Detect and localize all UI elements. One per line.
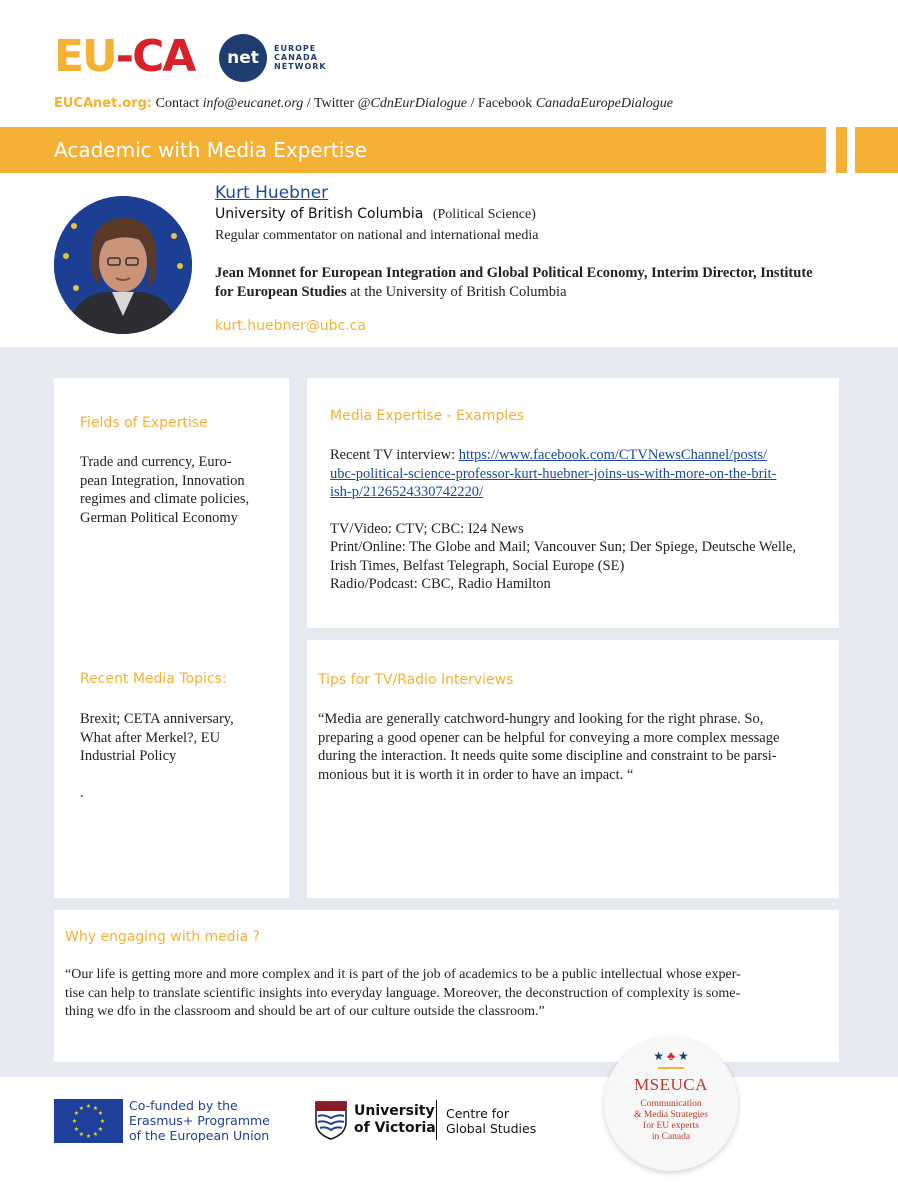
interview-line [330,446,835,465]
twitter-handle[interactable]: @CdnEurDialogue [357,96,467,111]
eu-line: of the European Union [129,1128,270,1143]
logo-word-canada: CANADA [274,53,318,62]
eu-line: Co-funded by the [129,1098,238,1113]
topic-line: Industrial Policy [80,748,177,764]
logo-words [274,44,327,71]
seal-subtitle [604,1099,738,1143]
svg-text:★: ★ [92,1105,99,1112]
facebook-handle[interactable]: CanadaEuropeDialogue [535,96,673,111]
position-bold: Jean Monnet for European Integration and Global Political Economy, Interim Director, Institute for European Studies [215,265,813,300]
eu-stars-icon [54,1099,123,1143]
logo-ca: CA [132,31,195,82]
centre-line: Global Studies [446,1121,537,1136]
why-line: tise can help to translate scientific insights into everyday language. Moreover, the deconstruction of complexity is some- [65,985,741,1001]
media-examples-text [330,446,835,594]
university-line [215,206,536,223]
centre-line: Centre for [446,1106,509,1121]
department: (Political Science) [432,207,536,222]
logo-net-badge: net [219,34,267,82]
fields-line: regimes and climate policies, [80,491,250,507]
svg-text:★: ★ [78,1105,85,1112]
seal-sub-line: & Media Strategies [634,1110,708,1120]
tips-heading: Tips for TV/Radio Interviews [318,672,514,688]
seal-divider [658,1067,684,1069]
crest-shield-icon [314,1100,348,1140]
contact-email[interactable]: info@eucanet.org [202,96,304,111]
logo-dash: - [115,31,133,82]
why-line: thing we dfo in the classroom and should be art of our culture outside the classroom.” [65,1004,545,1019]
tips-line: monious but it is worth it in order to have an impact. “ [318,766,634,783]
eu-flag-icon [54,1099,123,1143]
seal-stars-icon: ★ ♣ ★ [653,1049,689,1063]
tips-text [318,710,833,784]
university-name: University of British Columbia [215,206,424,222]
svg-text:★: ★ [85,1103,92,1110]
interview-link[interactable]: https://www.facebook.com/CTVNewsChannel/posts/ [458,447,768,463]
fields-line: Trade and currency, Euro- [80,454,232,470]
banner-stripe [836,127,847,173]
why-line: “Our life is getting more and more complex and it is part of the job of academics to be a public intellectual whose exper- [65,967,741,982]
svg-text:★: ★ [92,1131,99,1138]
portrait-image [54,196,192,334]
media-examples-heading: Media Expertise - Examples [330,408,525,424]
seal-sub-line: in Canada [651,1132,691,1142]
topics-dot: . [80,785,84,801]
uvic-name-line: University [354,1103,435,1119]
svg-text:★: ★ [73,1110,80,1117]
topic-line: Brexit; CETA anniversary, [80,711,234,727]
contact-brand[interactable]: EUCAnet.org: [54,96,153,111]
svg-text:★: ★ [71,1118,78,1125]
twitter-label: Twitter [313,96,355,111]
logo-eu: EU [54,31,116,82]
media-line: Print/Online: The Globe and Mail; Vancouver Sun; Der Spiege, Deutsche Welle, [330,539,796,555]
uvic-name-line: of Victoria [354,1120,436,1136]
tips-line: preparing a good opener can be helpful for conveying a more complex message [318,729,780,746]
expert-name[interactable]: Kurt Huebner [215,183,329,203]
svg-text:★: ★ [78,1131,85,1138]
seal-sub-line: for EU experts [643,1121,699,1131]
recent-topics-text [80,710,234,766]
centre-name [446,1106,536,1136]
recent-topics-heading: Recent Media Topics: [80,671,227,687]
why-heading: Why engaging with media ? [65,929,261,945]
separator: / [470,96,478,111]
facebook-label: Facebook [477,96,533,111]
why-text [65,966,835,1022]
role-line: Regular commentator on national and international media [215,228,539,243]
fields-line: German Political Economy [80,509,238,526]
eucanet-logo [54,32,194,82]
seal-sub-line: Communication [640,1099,702,1109]
contact-label: Contact [155,96,200,111]
svg-text:★: ★ [85,1133,92,1140]
interview-label: Recent TV interview: [330,447,459,463]
seal-name: MSEUCA [634,1075,708,1094]
fields-line: pean Integration, Innovation [80,472,245,489]
eu-funding-text [129,1098,270,1143]
svg-text:★: ★ [73,1126,80,1133]
tips-line: during the interaction. It needs quite some discipline and constraint to be parsi- [318,748,777,764]
media-line: Irish Times, Belfast Telegraph, Social Europe (SE) [330,557,625,574]
uvic-crest-icon [314,1100,348,1140]
position-title [215,264,815,302]
media-line: TV/Video: CTV; CBC: I24 News [330,520,524,537]
svg-text:★: ★ [97,1126,104,1133]
topic-line: What after Merkel?, EU [80,729,221,746]
banner-stripe [855,127,898,173]
position-rest: at the University of British Columbia [346,284,567,300]
banner-title: Academic with Media Expertise [54,138,368,162]
expert-email[interactable]: kurt.huebner@ubc.ca [215,318,366,334]
separator: / [306,96,314,111]
fields-heading: Fields of Expertise [80,415,208,431]
eu-line: Erasmus+ Programme [129,1113,270,1128]
mseuca-seal [604,1037,738,1171]
svg-text:★: ★ [97,1110,104,1117]
uvic-divider [436,1100,437,1140]
interview-link[interactable]: ish-p/2126524330742220/ [330,484,484,500]
interview-link[interactable]: ubc-political-science-professor-kurt-huebner-joins-us-with-more-on-the-brit- [330,465,777,482]
media-line: Radio/Podcast: CBC, Radio Hamilton [330,576,551,592]
tips-line: “Media are generally catchword-hungry and looking for the right phrase. So, [318,711,764,727]
logo-word-network: NETWORK [274,62,327,71]
fields-text [80,453,249,527]
logo-word-europe: EUROPE [274,44,317,53]
contact-line [54,96,673,112]
profile-photo [54,196,192,334]
uvic-name [354,1103,436,1137]
svg-text:★: ★ [99,1118,106,1125]
